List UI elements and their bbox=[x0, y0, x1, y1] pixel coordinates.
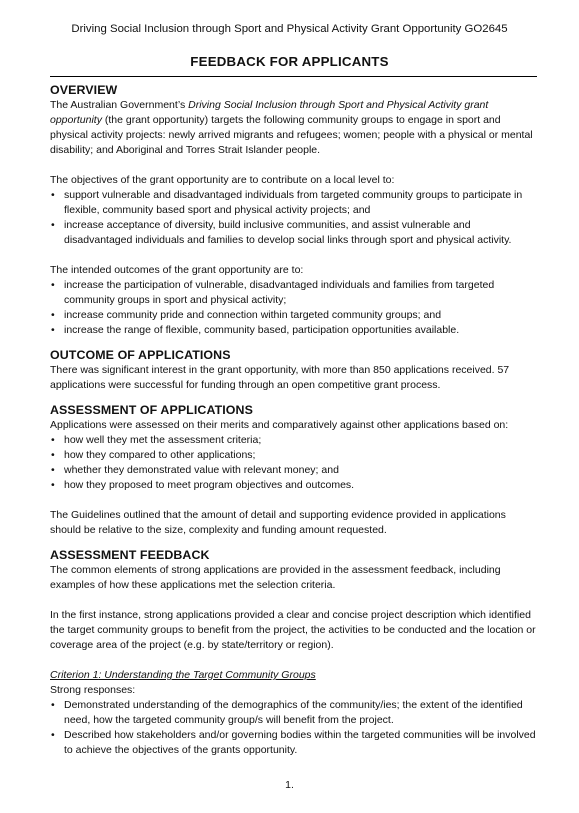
overview-heading: OVERVIEW bbox=[50, 83, 118, 97]
strong-responses-label: Strong responses: bbox=[50, 684, 136, 696]
outcomes-list bbox=[50, 278, 538, 338]
overview-intro bbox=[50, 98, 538, 158]
list-item: • support vulnerable and disadvantaged individuals from targeted community groups to participate in flexible, community based sport and physical activity projects; and bbox=[50, 188, 538, 218]
list-item: • Described how stakeholders and/or governing bodies within the targeted communities will be involved to achieve the objectives of the grants opportunity. bbox=[50, 728, 538, 758]
intro-text: The Australian Government’s bbox=[50, 99, 189, 111]
criterion-heading bbox=[50, 668, 538, 683]
objectives-intro: The objectives of the grant opportunity are to contribute on a local level to: bbox=[50, 174, 395, 186]
list-item: • increase the participation of vulnerable, disadvantaged individuals and families from targeted community groups in sport and physical activity; bbox=[50, 278, 538, 308]
list-item: • Demonstrated understanding of the demographics of the community/ies; the extent of the identified need, how the targeted community group/s will benefit from the project. bbox=[50, 698, 538, 728]
intro-text-cont: (the grant opportunity) targets the following community groups to engage in sport and physical activity projects: newly arrived migrants and refugees; women; people with a physical or mental disability; and Aboriginal and Torres Strait Islander people. bbox=[50, 114, 533, 156]
list-item: • increase acceptance of diversity, build inclusive communities, and assist vulnerable and disadvantaged individuals and families to develop social links through sport and physical activity. bbox=[50, 218, 538, 248]
feedback-heading: ASSESSMENT FEEDBACK bbox=[50, 548, 210, 562]
running-header: Driving Social Inclusion through Sport and Physical Activity Grant Opportunity GO2645 bbox=[71, 23, 508, 35]
list-item: • increase community pride and connection within targeted community groups; and bbox=[50, 308, 538, 323]
feedback-p1: The common elements of strong applications are provided in the assessment feedback, including examples of how these applications met the selection criteria. bbox=[50, 564, 501, 591]
objectives-list bbox=[50, 188, 538, 248]
feedback-p2: In the first instance, strong applications provided a clear and concise project description which identified the target community groups to benefit from the project, the activities to be conducted and the location or coverage area of the project (e.g. by state/territory or region). bbox=[50, 609, 536, 651]
assessment-intro: Applications were assessed on their merits and comparatively against other applications based on: bbox=[50, 419, 509, 431]
list-item: • whether they demonstrated value with relevant money; and bbox=[50, 463, 538, 478]
program-name: Driving Social Inclusion through Sport and Physical Activity grant opportunity bbox=[50, 99, 489, 126]
page-number: 1. bbox=[285, 779, 294, 791]
outcome-text: There was significant interest in the grant opportunity, with more than 850 applications received. 57 applications were successful for funding through an open competitive grant process. bbox=[50, 364, 510, 391]
list-item: • how they compared to other applications; bbox=[50, 448, 538, 463]
strong-responses-list bbox=[50, 698, 538, 758]
page-title: FEEDBACK FOR APPLICANTS bbox=[190, 54, 389, 69]
list-item: • how they proposed to meet program objectives and outcomes. bbox=[50, 478, 538, 493]
criterion-label: Criterion 1 bbox=[50, 669, 99, 681]
list-item: • how well they met the assessment criteria; bbox=[50, 433, 538, 448]
criterion-title: : Understanding the Target Community Groups bbox=[98, 669, 316, 681]
outcomes-intro: The intended outcomes of the grant opportunity are to: bbox=[50, 264, 304, 276]
list-item: • increase the range of flexible, community based, participation opportunities available. bbox=[50, 323, 538, 338]
main-content bbox=[50, 82, 538, 758]
assessment-heading: ASSESSMENT OF APPLICATIONS bbox=[50, 403, 253, 417]
outcome-heading: OUTCOME OF APPLICATIONS bbox=[50, 348, 231, 362]
assessment-list bbox=[50, 433, 538, 493]
title-rule bbox=[50, 76, 537, 77]
guidelines-text: The Guidelines outlined that the amount of detail and supporting evidence provided in applications should be relative to the size, complexity and funding amount requested. bbox=[50, 509, 506, 536]
